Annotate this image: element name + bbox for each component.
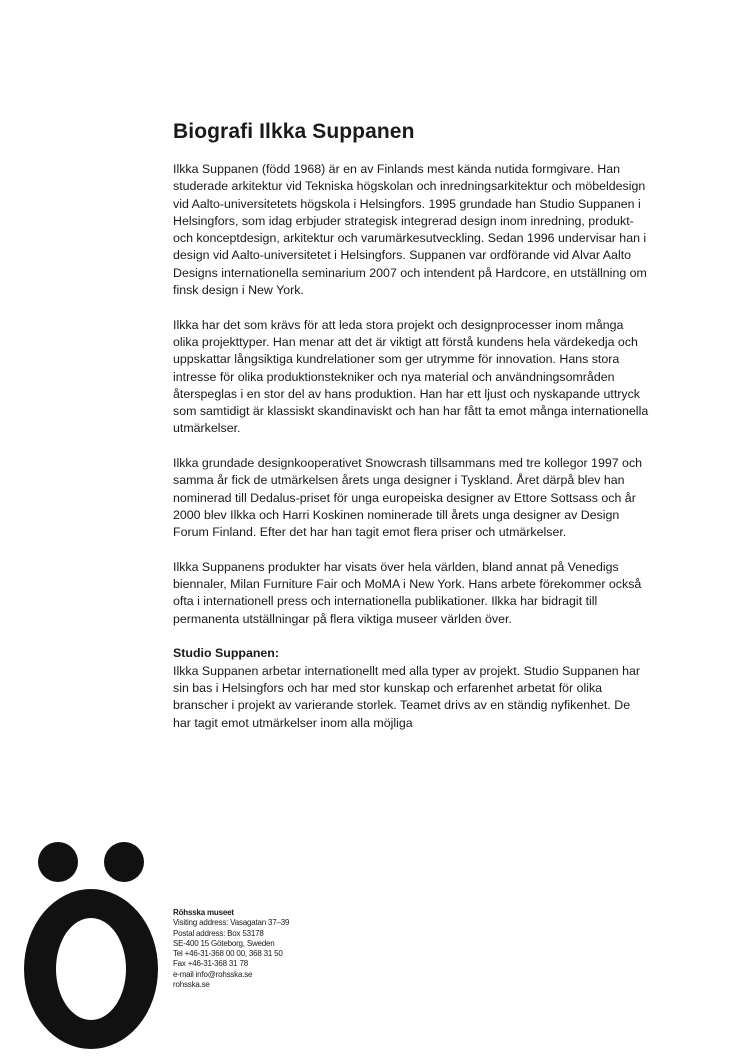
city-line: SE-400 15 Göteborg, Sweden <box>173 938 275 948</box>
paragraph-1: Ilkka Suppanen (född 1968) är en av Finlands mest kända nutida formgivare. Han studerade arkitektur vid Tekniska högskolan och inredningsarkitektur och möbeldesign vid Aalto-universitetets högskola i Helsingfors. 1995 grundade han Studio Suppanen i Helsingfors, som idag erbjuder strategisk integrerad design inom inredning, produkt- och konceptdesign, arkitektur och varumärkesutveckling. Sedan 1996 undervisar han i design vid Aalto-universitetet i Helsingfors. Suppanen var ordförande vid Alvar Aalto Designs internationella seminarium 2007 och intendent på Hardcore, en utställning om finsk design i New York. <box>173 162 647 298</box>
umlaut-dot-right-icon <box>104 842 144 882</box>
museum-address <box>173 908 289 990</box>
telephone: Tel +46-31-368 00 00, 368 31 50 <box>173 949 283 959</box>
museum-name: Röhsska museet <box>173 908 234 917</box>
umlaut-dot-left-icon <box>38 842 78 882</box>
studio-subheading: Studio Suppanen: <box>173 646 279 661</box>
visiting-address: Visiting address: Vasagatan 37–39 <box>173 918 290 928</box>
studio-paragraph: Ilkka Suppanen arbetar internationellt med alla typer av projekt. Studio Suppanen har sin bas i Helsingfors och har med stor kunskap och erfarenhet arbetat för olika branscher i projekt av varierande storlek. Teamet drivs av en ständig nyfikenhet. De har tagit emot utmärkelser inom alla möjliga <box>173 663 641 730</box>
paragraph-2: Ilkka har det som krävs för att leda stora projekt och designprocesser inom många olika projekttyper. Han menar att det är viktigt att förstå kundens hela värdekedja och uppskattar långsiktiga kundrelationer som ger utrymme för innovation. Hans stora intresse för olika produktionstekniker och nya material och användningsområden återspeglas i en stor del av hans produktion. Han har ett ljust och nyskapande uttryck som samtidigt är klassiskt skandinaviskt och han har fått ta emot många internationella utmärkelser. <box>173 317 649 436</box>
paragraph-3: Ilkka grundade designkooperativet Snowcrash tillsammans med tre kollegor 1997 och samma år fick de utmärkelsen årets unga designer i Tyskland. Året därpå blev han nominerad till Dedalus-priset för unga europeiska designer av Ettore Sottsass och år 2000 blev Ilkka och Harri Koskinen nominerade till årets unga designer av Design Forum Finland. Efter det har han tagit emot flera priser och utmärkelser. <box>173 456 643 540</box>
email-link[interactable]: e-mail info@rohsska.se <box>173 969 253 979</box>
paragraph-4: Ilkka Suppanens produkter har visats över hela världen, bland annat på Venedigs biennaler, Milan Furniture Fair och MoMA i New York. Hans arbete förekommer också ofta i internationell press och internationella publikationer. Ilkka har bidragit till permanenta utställningar på flera viktiga museer världen över. <box>173 559 642 626</box>
o-ring-icon <box>24 889 158 1049</box>
fax: Fax +46-31-368 31 78 <box>173 959 248 969</box>
website-link[interactable]: rohsska.se <box>173 980 210 990</box>
postal-address: Postal address: Box 53178 <box>173 928 264 938</box>
document-body <box>173 118 651 732</box>
page-title: Biografi Ilkka Suppanen <box>173 120 415 143</box>
